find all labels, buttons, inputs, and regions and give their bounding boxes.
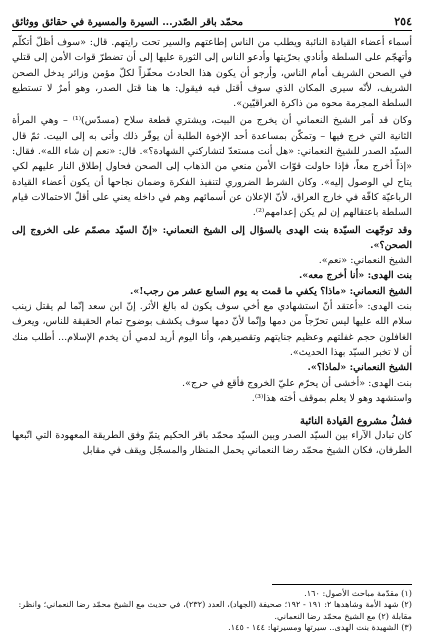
paragraph: أسماء أعضاء القيادة النائبة ويطلب من الناس إطاعتهم والسير تحت رايتهم. قال: «سوف أظلّ أتكلّم وأتهجّم على السلطة وأنادي بحرّيتها وأدعو الناس إلى الثورة عليها إلى أن تضطرّ قوات الأمن إلى قتلي في الصحن الشريف أمام الناس، وأرجو أن يكون هذا الحادث محفّزاً لكلّ مؤمن وزائر يدخل الصحن الشريف، لأنّه سيرى المكان الذي سوف أقتل فيه فيقول: ها هنا قتل الصدر، وهو أمرٌ لا تستطيع السلطة المجرمة محوه من ذاكرة العراقيّين». — [12, 37, 412, 110]
dialogue-line: واستشهد وهو لا يعلم بموقف أخته هذا⁽³⁾. — [251, 392, 412, 404]
section-heading: فشلُ مشروع القيادة النائبة — [299, 416, 412, 428]
footnote-rule — [272, 584, 412, 585]
page-number: ٢٥٤ — [394, 15, 412, 28]
body-text — [12, 35, 412, 459]
header-rule — [12, 30, 412, 31]
running-title: محمّد باقر الصّدر... السيرة والمسيرة في حقائق ووثائق — [12, 17, 244, 28]
paragraph: كان تبادل الآراء بين السيّد الصدر وبين السيّد محمّد باقر الحكيم يتمّ وفق الطريقة المعهودة التي اتّبعها الطرفان، فكان الشيخ محمّد رضا النعماني يحمل المنظار والمسجّل ويقف في مقابل — [12, 430, 412, 457]
footnote: (١) مقدّمة مباحث الأصول: ١٦٠. — [304, 588, 412, 599]
dialogue-line: الشيخ النعماني: «ماذا؟ يكفي ما قمت به يوم السابع عشر من رجب!». — [129, 285, 412, 297]
footnotes — [12, 584, 412, 633]
dialogue-line: بنت الهدى: «أنا أخرج معه». — [298, 270, 412, 282]
dialogue-line: بنت الهدى: «أعتقد أنّ استشهادي مع أخي سوف يكون له بالغ الأثر. إنّ ابن سعد إنّما لم يقتل زينب سلام الله عليها ليس تحرّجاً من دمها وإنّما لأنّ دمها سوف يكشف بوضوح تمام الحقيقة للناس، ويعرف الغافلون حجم غفلتهم وعظيم جنايتهم وتقصيرهم، وأنا اليوم أريد لدمي أن يخدم الإسلام... أطلب منك أن لا تخبر السيّد بهذا الحديث». — [12, 301, 412, 358]
dialogue-line: بنت الهدى: «أخشى أن يحرّم عليّ الخروج فأقع في حرج». — [182, 377, 412, 389]
dialogue-line: الشيخ النعماني: «لماذا؟». — [307, 362, 412, 374]
footnote: (٢) شهد الأمة وشاهدها ٢: ١٩١ - ١٩٢؛ صحيفة (الجهاد)، العدد (٢٣٢)، في حديث مع الشيخ محمّد رضا النعماني؛ وانظر: مقابلة (٢) مع الشيخ محمّد رضا النعماني. — [18, 599, 412, 621]
page-header — [12, 10, 412, 28]
dialogue-line: الشيخ النعماني: «نعم». — [318, 255, 412, 267]
paragraph: وقد توجّهت السيّدة بنت الهدى بالسؤال إلى الشيخ النعماني: «إنّ السيّد مصمّم على الخروج إلى الصحن؟». — [12, 224, 412, 251]
paragraph: وكان قد أمر الشيخ النعماني أن يخرج من البيت، ويشتري قطعة سلاح (مسدّس)⁽¹⁾ – وهي المرأة الثانية التي خرج فيها – وتمكّن بمساعدة أحد الإخوة الطلبة أن يوفّر ذلك وأتى به إلى البيت. ثمّ قال السيّد الصدر للشيخ النعماني: «هل أنت مستعدّ لتشاركني الشهادة؟». قال: «نعم إن شاء الله». فقال: «إذاً أخرج معاً، فإذا حاولت قوّات الأمن منعي من الذهاب إلى الصحن فحاول إطلاق النار عليهم لكي يتاح لي الوصول إليه». وكان الشرط الضروري لتنفيذ الفكرة وضمان نجاحها أن يكون أعضاء القيادة الرباعيّة كافّة في خارج العراق، لأنّ الإعلان عن أسمائهم وهم في داخله يعني على أقلّ الاحتمالات قيام السلطة باعتقالهم إن لم يكن إعدامهم⁽²⁾. — [12, 115, 412, 219]
footnote: (٣) الشهيدة بنت الهدى.. سيرتها ومسيرتها: ١٤٤ - ١٤٥. — [228, 621, 412, 632]
